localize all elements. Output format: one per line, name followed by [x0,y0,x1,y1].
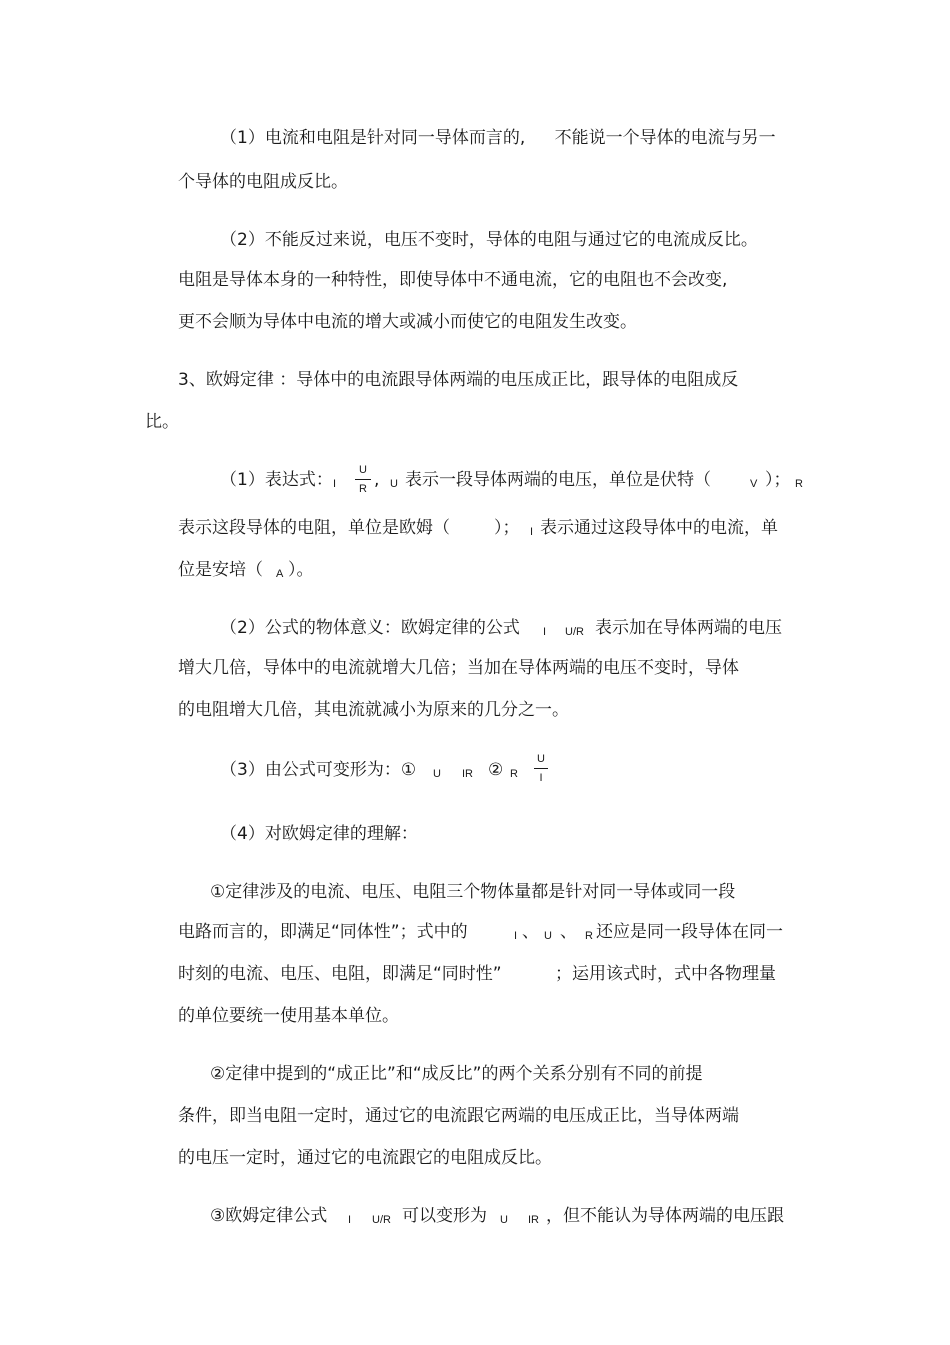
p6-frac-bar [534,768,548,769]
p10-line1-a: ③欧姆定律公式 [210,1206,328,1226]
p10-line1-b: 可以变形为 [402,1206,487,1226]
p8-var-U: U [544,930,552,942]
p4-var-R: R [795,478,803,490]
p9-line1: ②定律中提到的“成正比”和“成反比”的两个关系分别有不同的前提 [210,1064,703,1084]
p10-line1-c: ，但不能认为导体两端的电压跟 [546,1206,784,1226]
p4-unit-V: V [750,478,758,490]
p8-sep1: 、 [522,922,539,942]
p5-line2: 增大几倍，导体中的电流就增大几倍；当加在导体两端的电压不变时，导体 [178,658,739,678]
p6-prefix: （3）由公式可变形为：① [220,760,417,780]
p10-formula: U/R [372,1214,391,1226]
p8-line4: 的单位要统一使用基本单位。 [178,1006,399,1026]
p6-var-R: R [510,768,518,780]
p4-line2-c: 表示通过这段导体中的电流，单 [540,518,778,538]
p4-line3-b: ）。 [288,560,314,580]
p2-line1: （2）不能反过来说，电压不变时，导体的电阻与通过它的电流成反比。 [220,230,758,250]
p1-text-a: （1）电流和电阻是针对同一导体而言的, [220,128,526,148]
p4-line2-a: 表示这段导体的电阻，单位是欧姆（ [178,518,450,538]
p8-line3-a: 时刻的电流、电压、电阻，即满足“同时性” [178,964,502,984]
p4-var-I2: I [530,526,534,538]
p3-line2: 比。 [145,412,179,432]
p4-var-U: U [390,478,398,490]
p4-line3-a: 位是安培（ [178,560,263,580]
p2-line2: 电阻是导体本身的一种特性，即使导体中不通电流，它的电阻也不会改变, [178,270,728,290]
p4-frac-bar [355,479,371,480]
p5-line1-b: 表示加在导体两端的电压 [595,618,782,638]
p3-line1: 3、欧姆定律 ：导体中的电流跟导体两端的电压成正比，跟导体的电阻成反 [178,370,739,390]
p6-var-IR: IR [462,768,473,780]
p8-var-R: R [585,930,593,942]
p4-frac-den: R [359,483,367,495]
p4-line1-b: 表示一段导体两端的电压，单位是伏特（ [405,470,711,490]
p10-var-IR: IR [528,1214,539,1226]
p4-line1-c: ）； [765,470,791,490]
p5-formula: U/R [565,626,584,638]
p8-line1: ①定律涉及的电流、电压、电阻三个物体量都是针对同一导体或同一段 [210,882,736,902]
p10-var-U: U [500,1214,508,1226]
p5-var-I: I [543,626,547,638]
p7-line1: （4）对欧姆定律的理解： [220,824,418,844]
p9-line3: 的电压一定时，通过它的电流跟它的电阻成反比。 [178,1148,552,1168]
p4-var-I: I [333,478,337,490]
p5-line3: 的电阻增大几倍，其电流就减小为原来的几分之一。 [178,700,569,720]
p1-text-b: 不能说一个导体的电流与另一 [554,128,776,148]
p4-unit-A: A [276,568,284,580]
p10-var-I: I [348,1214,352,1226]
p8-line3-b: ；运用该式时，式中各物理量 [555,964,776,984]
p8-line2-b: 还应是同一段导体在同一 [596,922,783,942]
p8-var-I: I [514,930,518,942]
p6-circle-2: ② [488,760,504,780]
p6-frac-den: I [539,772,543,784]
p8-sep2: 、 [560,922,577,942]
p1-line2: 个导体的电阻成反比。 [178,172,348,192]
p5-line1-a: （2）公式的物体意义：欧姆定律的公式 [220,618,520,638]
p4-line1-a: （1）表达式： [220,470,333,490]
p2-line3: 更不会顺为导体中电流的增大或减小而使它的电阻发生改变。 [178,312,637,332]
p6-var-U: U [433,768,441,780]
p4-line2-b: ）； [494,518,520,538]
p4-frac-num: U [359,464,367,476]
p6-frac-num: U [537,753,545,765]
p1-line1 [220,126,776,150]
p8-line2-a: 电路而言的，即满足“同体性”；式中的 [178,922,468,942]
p4-comma: , [374,470,380,490]
p9-line2: 条件，即当电阻一定时，通过它的电流跟它两端的电压成正比，当导体两端 [178,1106,739,1126]
